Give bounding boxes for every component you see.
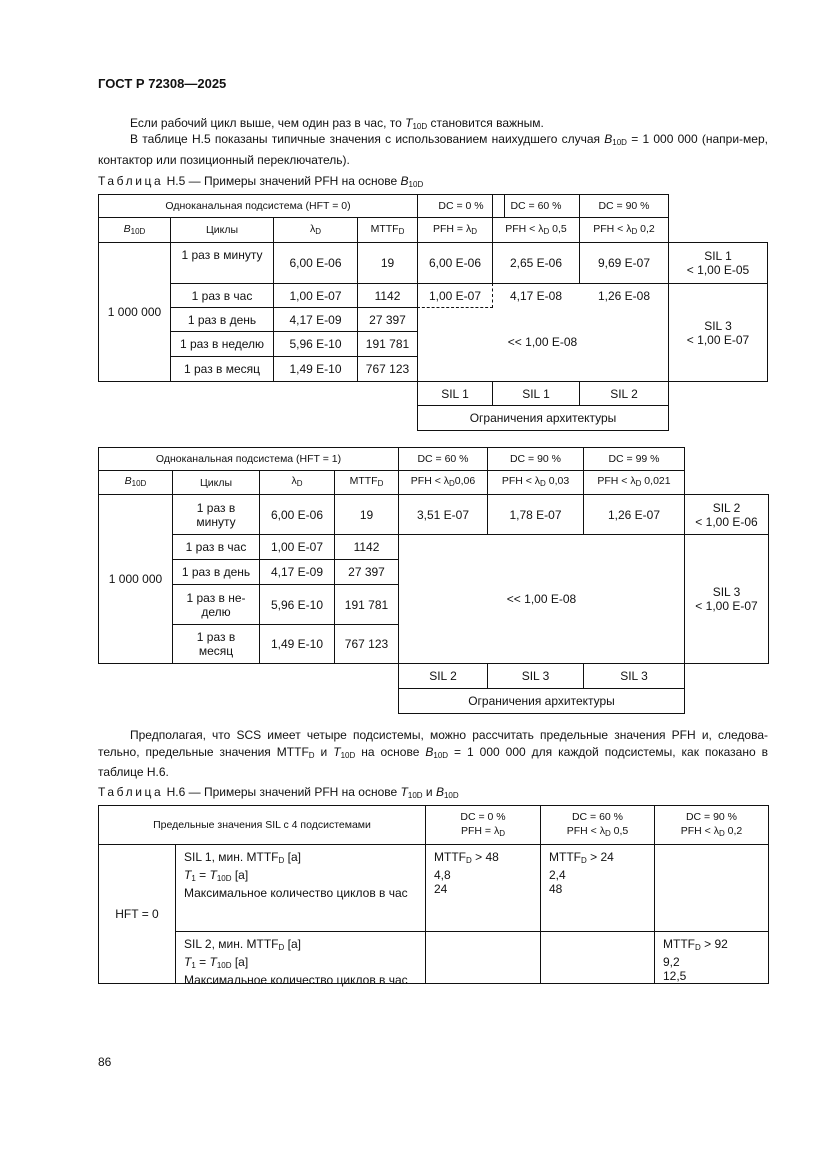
- t5-pfh60-hour: 4,17 E-08: [509, 288, 563, 303]
- t6-head-dc-60: DC = 60 % PFH < $\lambda_D$ 0,5: [540, 805, 655, 845]
- t5-pfh0-minute: 6,00 E-06: [417, 242, 493, 284]
- t5-col-pfh-60: PFH < $\lambda_D$ 0,5: [492, 217, 580, 243]
- t5b-lambda-day: 4,17 E-09: [259, 559, 335, 585]
- t5b-cycles-day: 1 раз в день: [172, 559, 260, 585]
- t6-row1-dc90: [654, 844, 769, 932]
- t6-row1-desc: SIL 1, мин. $MTTF_D$ [a] $T_1 = T_{10D}$ [a] Максимальное количество циклов в час: [175, 844, 426, 932]
- t5b-lambda-month: 1,49 E-10: [259, 624, 335, 664]
- t5-mttfd-hour: 1142: [357, 283, 418, 308]
- t5-mttfd-day: 27 397: [357, 307, 418, 332]
- table-h6-caption: Таблица Н.6 — Примеры значений PFH на основе $T_{10D}$ и $B_{10D}$: [98, 785, 459, 800]
- t5b-low-area: [398, 534, 685, 664]
- t5b-col-lambda: $\lambda_D$: [259, 470, 335, 495]
- t5b-sil-bottom-99: SIL 3: [583, 663, 685, 689]
- t5b-cycles-week: 1 раз в не- делю: [172, 584, 260, 625]
- t5-lambda-minute: 6,00 E-06: [273, 242, 358, 284]
- t5-lambda-hour: 1,00 E-07: [273, 283, 358, 308]
- t5-pfh0-hour: 1,00 E-07: [428, 288, 482, 303]
- t6-row2-desc: SIL 2, мин. $MTTF_D$ [a] $T_1 = T_{10D}$ [a] Максимальное количество циклов в час: [175, 931, 426, 984]
- t5b-mttfd-month: 767 123: [334, 624, 399, 664]
- t5-cycles-minute: 1 раз в минуту: [170, 242, 274, 284]
- t5-low-value: << 1,00 E-08: [507, 335, 578, 349]
- t5-sil-bottom-0: SIL 1: [417, 381, 493, 406]
- t5b-lambda-week: 5,96 E-10: [259, 584, 335, 625]
- t5b-col-pfh-90: PFH < $\lambda_D$ 0,03: [487, 470, 584, 495]
- mid-paragraph: Предполагая, что SCS имеет четыре подсистемы, можно рассчитать предельные значения PFH и, следова-тельно, предельные значения $MTTF_D$ и $T_{10D}$ на основе $B_{10D} = 1$ 000 000 для каждой подсистемы, как показано в таблице Н.6.: [98, 728, 769, 779]
- t5-col-pfh-0: PFH = $\lambda_D$: [417, 217, 493, 243]
- t5b-pfh60-minute: 3,51 E-07: [398, 494, 488, 535]
- t5-head-dc-60: DC = 60 %: [492, 194, 580, 218]
- t6-row2-dc90: $MTTF_D > 92$ 9,2 12,5: [654, 931, 769, 984]
- t5-lambda-week: 5,96 E-10: [273, 331, 358, 357]
- t5b-sil-bottom-90: SIL 3: [487, 663, 584, 689]
- t5-dash-line: [417, 307, 418, 382]
- t5b-col-mttfd: $MTTF_D$: [334, 470, 399, 495]
- page-number: 86: [98, 1055, 112, 1069]
- t5-pfh60-minute: 2,65 E-06: [492, 242, 580, 284]
- t5b-cycles-month: 1 раз в месяц: [172, 624, 260, 664]
- t5b-col-pfh-99: PFH < $\lambda_D$ 0,021: [583, 470, 685, 495]
- t6-hft: HFT = 0: [98, 844, 176, 984]
- t5-sil-right-1: SIL 1 < 1,00 E-05: [668, 242, 768, 284]
- t5b-head-subsystem: Одноканальная подсистема (HFT = 1): [98, 447, 399, 471]
- t5b-col-b10d: $B_{10D}$: [98, 470, 173, 495]
- t5-lambda-month: 1,49 E-10: [273, 356, 358, 382]
- t5b-head-dc-90: DC = 90 %: [487, 447, 584, 471]
- t5b-pfh90-minute: 1,78 E-07: [487, 494, 584, 535]
- t5-cycles-month: 1 раз в месяц: [170, 356, 274, 382]
- t5b-mttfd-minute: 19: [334, 494, 399, 535]
- intro-paragraph-1: Если рабочий цикл выше, чем один раз в час, то $T_{10D}$ становится важным.: [130, 116, 544, 131]
- t5b-col-cycles: Циклы: [172, 470, 260, 495]
- t5-mttfd-week: 191 781: [357, 331, 418, 357]
- t5b-sil-right-1: SIL 2 < 1,00 E-06: [684, 494, 769, 535]
- t5-pfh90-minute: 9,69 E-07: [579, 242, 669, 284]
- t5b-sil-right-2: SIL 3 < 1,00 E-07: [684, 534, 769, 664]
- t5b-mttfd-hour: 1142: [334, 534, 399, 560]
- t5b-head-dc-60: DC = 60 %: [398, 447, 488, 471]
- t5-mttfd-minute: 19: [357, 242, 418, 284]
- t5-col-cycles: Циклы: [170, 217, 274, 243]
- t5-lambda-day: 4,17 E-09: [273, 307, 358, 332]
- t5-cycles-hour: 1 раз в час: [170, 283, 274, 308]
- table-h5-caption: Таблица Н.5 — Примеры значений PFH на основе $B_{10D}$: [98, 174, 424, 189]
- t5b-pfh99-minute: 1,26 E-07: [583, 494, 685, 535]
- t5-cycles-day: 1 раз в день: [170, 307, 274, 332]
- t5b-low-value: << 1,00 E-08: [506, 592, 577, 606]
- t5-col-b10d: $B_{10D}$: [98, 217, 171, 243]
- t5b-cycles-hour: 1 раз в час: [172, 534, 260, 560]
- t5-arch-limits: Ограничения архитектуры: [417, 405, 669, 431]
- t5-head-dc-90: DC = 90 %: [579, 194, 669, 218]
- t5-b10d-value: 1 000 000: [98, 242, 171, 382]
- t5-col-lambda: $\lambda_D$: [273, 217, 358, 243]
- t5-cycles-week: 1 раз в неделю: [170, 331, 274, 357]
- t5-sil-right-2: SIL 3 < 1,00 E-07: [668, 283, 768, 382]
- t5b-b10d-value: 1 000 000: [98, 494, 173, 664]
- t6-head-dc-90: DC = 90 % PFH < $\lambda_D$ 0,2: [654, 805, 769, 845]
- t5-head-subsystem: Одноканальная подсистема (HFT = 0): [98, 194, 418, 218]
- t5b-col-pfh-60: PFH < $\lambda_D0,06$: [398, 470, 488, 495]
- t6-row1-dc60: $MTTF_D > 24$ 2,4 48: [540, 844, 655, 932]
- t5-pfh90-hour: 1,26 E-08: [597, 288, 651, 303]
- t6-row2-dc60: [540, 931, 655, 984]
- t6-head: Предельные значения SIL с 4 подсистемами: [98, 805, 426, 845]
- t5b-lambda-minute: 6,00 E-06: [259, 494, 335, 535]
- t6-head-dc-0: DC = 0 % PFH = $\lambda_D$: [425, 805, 541, 845]
- t5-sil-bottom-90: SIL 2: [579, 381, 669, 406]
- t5-col-mttfd: $MTTF_D$: [357, 217, 418, 243]
- t6-row1-dc0: $MTTF_D > 48$ 4,8 24: [425, 844, 541, 932]
- t5b-head-dc-99: DC = 99 %: [583, 447, 685, 471]
- t5b-cycles-minute: 1 раз в минуту: [172, 494, 260, 535]
- t5b-mttfd-week: 191 781: [334, 584, 399, 625]
- t5b-lambda-hour: 1,00 E-07: [259, 534, 335, 560]
- t5-sil-bottom-60: SIL 1: [492, 381, 580, 406]
- t5-head-dc-0: DC = 0 %: [417, 194, 505, 218]
- standard-header: ГОСТ Р 72308—2025: [98, 76, 227, 91]
- t5b-sil-bottom-60: SIL 2: [398, 663, 488, 689]
- t5b-arch-limits: Ограничения архитектуры: [398, 688, 685, 714]
- t5-mttfd-month: 767 123: [357, 356, 418, 382]
- t5b-mttfd-day: 27 397: [334, 559, 399, 585]
- intro-paragraph-2: В таблице Н.5 показаны типичные значения с использованием наихудшего случая $B_{10D} = 1$ 000 000 (напри-мер, контактор или позиционный переключатель).: [98, 132, 768, 167]
- t5-col-pfh-90: PFH < $\lambda_D$ 0,2: [579, 217, 669, 243]
- t6-row2-dc0: [425, 931, 541, 984]
